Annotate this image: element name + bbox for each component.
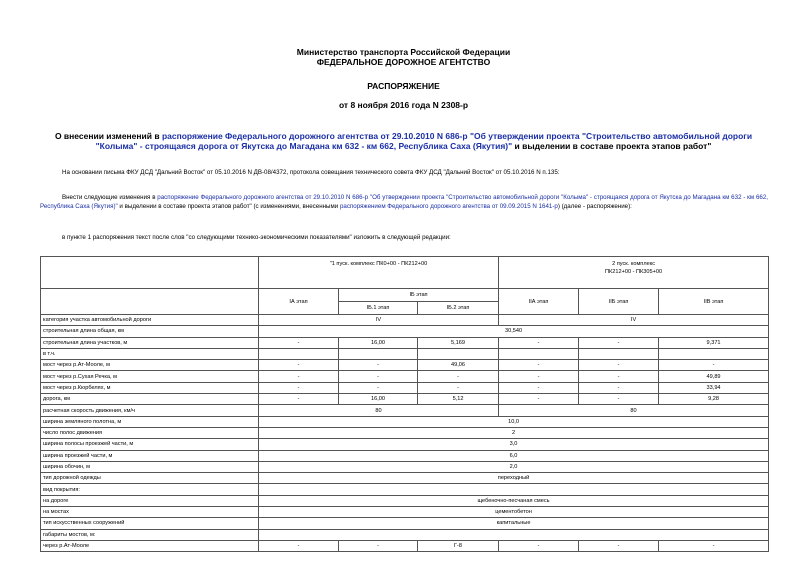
table-row	[41, 439, 769, 450]
table-cell: 5,169	[418, 337, 499, 348]
document-header	[0, 47, 807, 67]
paragraph-point-1: в пункте 1 распоряжения текст после слов "со следующими технико-экономическими показателями" изложить в следующей редакции:	[62, 234, 451, 241]
table-row	[41, 473, 769, 484]
table-cell	[659, 348, 769, 359]
table-cell: 3,0	[259, 439, 769, 450]
row-label: мост через р.Ат-Мооле, м	[41, 360, 259, 371]
table-cell	[41, 289, 259, 315]
table-cell: -	[339, 360, 418, 371]
row-label: мост через р.Кюрбелях, м	[41, 382, 259, 393]
table-row	[41, 371, 769, 382]
table-cell: -	[499, 394, 579, 405]
title-link[interactable]: распоряжение Федерального дорожного агентства от 29.10.2010 N 686-р "Об утверждении проекта "Строительство автомобильной дороги "Колыма" - строящаяся дорога от Якутска до Магадана км 632 - км 662, Республика Саха (Якутия)"	[95, 131, 753, 151]
agency-name: ФЕДЕРАЛЬНОЕ ДОРОЖНОЕ АГЕНТСТВО	[316, 57, 491, 67]
row-label: дорога, км	[41, 394, 259, 405]
table-cell: 80	[259, 405, 499, 416]
table-cell: 33,94	[659, 382, 769, 393]
table-row	[41, 484, 769, 495]
complex-2-header	[499, 257, 769, 289]
stage-iia-header: IIА этап	[499, 289, 579, 315]
indicators-table	[40, 256, 769, 552]
table-cell: 6,0	[259, 450, 769, 461]
row-label: габариты мостов, м:	[41, 529, 259, 540]
table-cell: 9,28	[659, 394, 769, 405]
table-cell: -	[499, 337, 579, 348]
table-cell: -	[579, 394, 659, 405]
table-cell: Г-8	[418, 540, 499, 551]
table-cell: -	[579, 371, 659, 382]
table-cell: -	[499, 540, 579, 551]
table-cell	[418, 348, 499, 359]
row-label: ширина земляного полотна, м	[41, 416, 259, 427]
table-cell: 10,0	[259, 416, 769, 427]
title-suffix: и выделении в составе проекта этапов работ"	[512, 141, 712, 151]
table-row	[41, 416, 769, 427]
paragraph-basis: На основании письма ФКУ ДСД "Дальний Восток" от 05.10.2016 N ДВ-08/4372, протокола совещания технического совета ФКУ ДСД "Дальний Восток" от 05.10.2016 N п.135:	[62, 169, 560, 176]
table-cell: -	[499, 360, 579, 371]
stage-ia-header: IА этап	[259, 289, 339, 315]
table-cell: -	[339, 371, 418, 382]
row-label: ширина проезжей части, м	[41, 450, 259, 461]
paragraph-amend-text-b: и выделении в составе проекта этапов работ" (с изменениями, внесенными	[117, 203, 340, 210]
table-cell: IV	[499, 315, 769, 326]
table-row	[41, 405, 769, 416]
table-cell: -	[499, 371, 579, 382]
table-cell	[259, 529, 769, 540]
row-label: мост через р.Сухая Речка, м	[41, 371, 259, 382]
row-label: тип искусственных сооружений	[41, 518, 259, 529]
row-label: ширина полосы проезжей части, м	[41, 439, 259, 450]
table-row	[41, 289, 769, 302]
table-cell: -	[259, 540, 339, 551]
table-row	[41, 360, 769, 371]
table-row	[41, 518, 769, 529]
table-cell	[41, 257, 259, 289]
row-label: через р.Ат-Мооле	[41, 540, 259, 551]
row-label: категория участка автомобильной дороги	[41, 315, 259, 326]
table-cell: 2	[259, 427, 769, 438]
table-row	[41, 450, 769, 461]
table-cell: -	[259, 371, 339, 382]
table-row	[41, 427, 769, 438]
row-label: тип дорожной одежды	[41, 473, 259, 484]
table-row	[41, 326, 769, 337]
table-cell	[259, 348, 339, 359]
complex-2-line-2: ПК212+00 - ПК305+00	[604, 269, 663, 275]
complex-2-line-1: 2 пуск. комплекс	[612, 261, 656, 267]
table-row	[41, 540, 769, 551]
paragraph-amend-text-c: ) (далее - распоряжение):	[557, 203, 632, 210]
table-row	[41, 394, 769, 405]
table-cell: -	[579, 360, 659, 371]
table-cell: переходный	[259, 473, 769, 484]
paragraph-amend-link-2[interactable]: распоряжением Федерального дорожного агентства от 09.09.2015 N 1641-р	[339, 203, 558, 210]
table-cell: 80	[499, 405, 769, 416]
table-cell: капитальные	[259, 518, 769, 529]
table-cell: 16,00	[339, 394, 418, 405]
title-prefix: О внесении изменений в	[54, 131, 162, 141]
stage-ib2-header: IБ.2 этап	[418, 302, 499, 315]
paragraph-amend-link-1[interactable]: распоряжение Федерального дорожного агентства от 29.10.2010 N 686-р "Об утверждении проекта "Строительство автомобильной дороги "Колыма" - строящаяся дорога от Якутска до Магадана км 632 - км 662, Республика Саха (Якутия)"	[40, 194, 768, 210]
table-cell: -	[259, 360, 339, 371]
row-label: строительная длина общая, км	[41, 326, 259, 337]
row-label: ширина обочин, м	[41, 461, 259, 472]
table-cell: 5,12	[418, 394, 499, 405]
complex-1-header: "1 пуск. комплекс ПК0+00 - ПК212+00	[259, 257, 499, 289]
stage-ib-header: IБ этап	[339, 289, 499, 302]
table-cell: 2,0	[259, 461, 769, 472]
table-cell: 49,89	[659, 371, 769, 382]
stage-iiv-header: IIВ этап	[659, 289, 769, 315]
table-cell: -	[579, 337, 659, 348]
row-label: на мостах	[41, 507, 259, 518]
table-row	[41, 348, 769, 359]
ministry-name: Министерство транспорта Российской Федерации	[296, 47, 511, 57]
table-row	[41, 461, 769, 472]
table-cell: 49,06	[418, 360, 499, 371]
row-label: расчетная скорость движения, км/ч	[41, 405, 259, 416]
table-cell: -	[659, 360, 769, 371]
table-row	[41, 337, 769, 348]
table-cell: -	[418, 371, 499, 382]
table-cell: -	[579, 540, 659, 551]
row-label: вид покрытия:	[41, 484, 259, 495]
table-row	[41, 257, 769, 289]
table-cell: цементобетон	[259, 507, 769, 518]
row-label: на дороге	[41, 495, 259, 506]
row-label: число полос движения	[41, 427, 259, 438]
document-type: РАСПОРЯЖЕНИЕ	[367, 81, 440, 91]
table-row	[41, 315, 769, 326]
table-cell: -	[259, 382, 339, 393]
table-cell	[339, 348, 418, 359]
document-title	[40, 131, 767, 151]
table-cell: -	[259, 394, 339, 405]
table-cell: щебеночно-песчаная смесь	[259, 495, 769, 506]
paragraph-amend	[40, 193, 768, 211]
table-row	[41, 507, 769, 518]
stage-ib1-header: IБ.1 этап	[339, 302, 418, 315]
table-cell: -	[259, 337, 339, 348]
table-row	[41, 529, 769, 540]
table-cell: -	[418, 382, 499, 393]
table-cell: -	[579, 382, 659, 393]
table-cell	[259, 484, 769, 495]
table-cell: IV	[259, 315, 499, 326]
row-label: в т.ч.	[41, 348, 259, 359]
table-cell: 30,540	[259, 326, 769, 337]
table-cell: 16,00	[339, 337, 418, 348]
row-label: строительная длина участков, м	[41, 337, 259, 348]
table-cell: -	[499, 382, 579, 393]
table-cell: -	[659, 540, 769, 551]
table-row	[41, 495, 769, 506]
table-cell	[579, 348, 659, 359]
table-row	[41, 382, 769, 393]
table-cell: 9,371	[659, 337, 769, 348]
paragraph-amend-text-a: Внести следующие изменения в	[62, 194, 158, 201]
table-cell	[499, 348, 579, 359]
document-date: от 8 ноября 2016 года N 2308-р	[338, 100, 469, 110]
table-cell: -	[339, 382, 418, 393]
stage-iib-header: IIБ этап	[579, 289, 659, 315]
table-cell: -	[339, 540, 418, 551]
